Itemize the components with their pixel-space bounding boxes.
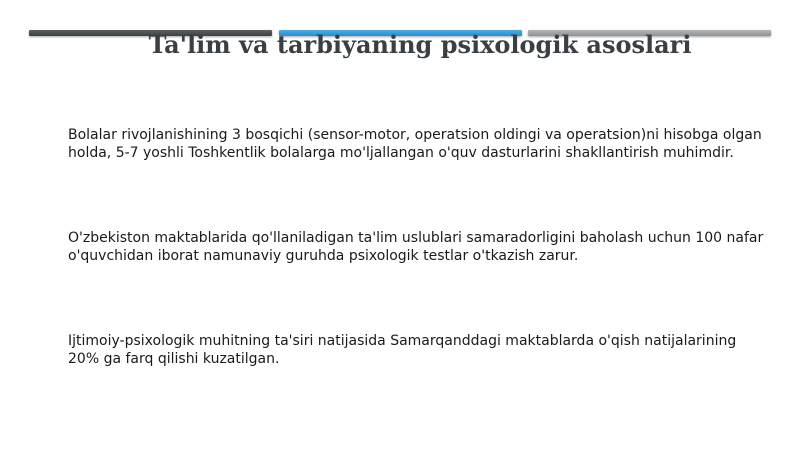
- paragraph-2: O'zbekiston maktablarida qo'llaniladigan ta'lim uslublari samaradorligini baholash uchun 100 nafar o'quvchidan iborat namunaviy guruhda psixologik testlar o'tkazish zarur.: [68, 230, 764, 264]
- paragraph-3: Ijtimoiy-psixologik muhitning ta'siri natijasida Samarqanddagi maktablarda o'qish natijalarining 20% ga farq qilishi kuzatilgan.: [68, 333, 737, 367]
- slide-title: Ta'lim va tarbiyaning psixologik asoslari: [148, 30, 692, 59]
- paragraph-1: Bolalar rivojlanishining 3 bosqichi (sensor-motor, operatsion oldingi va operatsion)ni hisobga olgan holda, 5-7 yoshli Toshkentlik bolalarga mo'ljallangan o'quv dasturlarini shakllantirish muhimdir.: [68, 127, 762, 161]
